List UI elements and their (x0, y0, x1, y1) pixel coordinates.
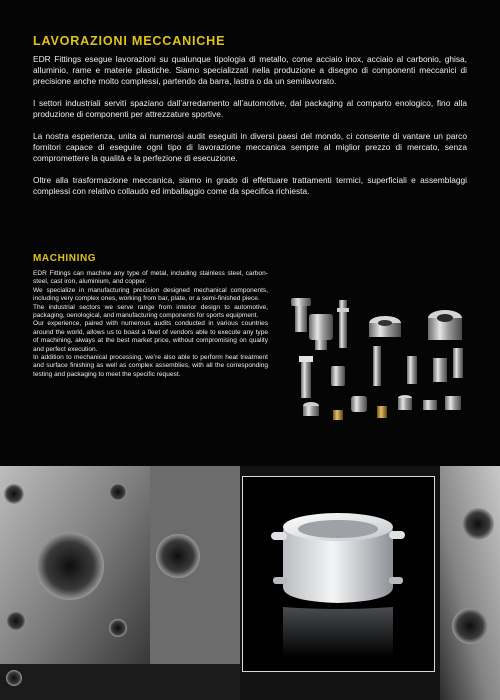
italian-paragraph: Oltre alla trasformazione meccanica, siamo in grado di effettuare trattamenti termici, superficiali e assemblaggi complessi con relativo collaudo ed imballaggio come da specifica richiesta. (33, 175, 467, 196)
english-body (33, 270, 268, 379)
italian-paragraph: La nostra esperienza, unita ai numerosi audit eseguiti in diversi paesi del mondo, ci consente di vantare un parco fornitori capace di eseguire ogni tipo di lavorazione meccanica sempre al miglior prezzo di mercato, senza compromettere la qualità e la perfezione di esecuzione. (33, 131, 467, 163)
italian-paragraph: EDR Fittings esegue lavorazioni su qualunque tipologia di metallo, come acciaio inox, acciaio al carbonio, ghisa, alluminio, rame e materie plastiche. Siamo specializzati nella produzione a disegno di componenti meccanici di precisione anche molto complessi, partendo da barra, lastra o da un semilavorato. (33, 54, 467, 86)
italian-paragraph: I settori industriali servitì spaziano dall’arredamento all’automotive, dal packaging al comparto enologico, fino alla produzione di componenti per attrezzature sportive. (33, 98, 467, 119)
italian-body (33, 54, 467, 208)
english-paragraph: Our experience, paired with numerous audits conducted in various countries around the world, allows us to boast a fleet of vendors able to execute any type of machining, always at the best market price, without compromising on quality and perfect execution. (33, 320, 268, 353)
extrusion-photo (242, 476, 435, 672)
english-paragraph: We specialize in manufacturing precision designed mechanical components, including very complex ones, working from bar, plate, or a semi-finished piece. (33, 286, 268, 303)
english-paragraph: EDR Fittings can machine any type of metal, including stainless steel, carbon-steel, cast iron, aluminium, and copper. (33, 270, 268, 286)
english-paragraph: The industrial sectors we serve range from interior design to automotive, packaging, oenological, and manufacturing components for sports equipment. (33, 303, 268, 320)
english-paragraph: In addition to mechanical processing, we’re also able to perform heat treatment and surface finishing as well as complex assemblies, with all the corresponding testing and packaging to meet the specific request. (33, 354, 268, 378)
italian-heading: LAVORAZIONI MECCANICHE (33, 34, 226, 48)
english-heading: MACHINING (33, 253, 97, 264)
machined-parts-photo (273, 278, 469, 436)
